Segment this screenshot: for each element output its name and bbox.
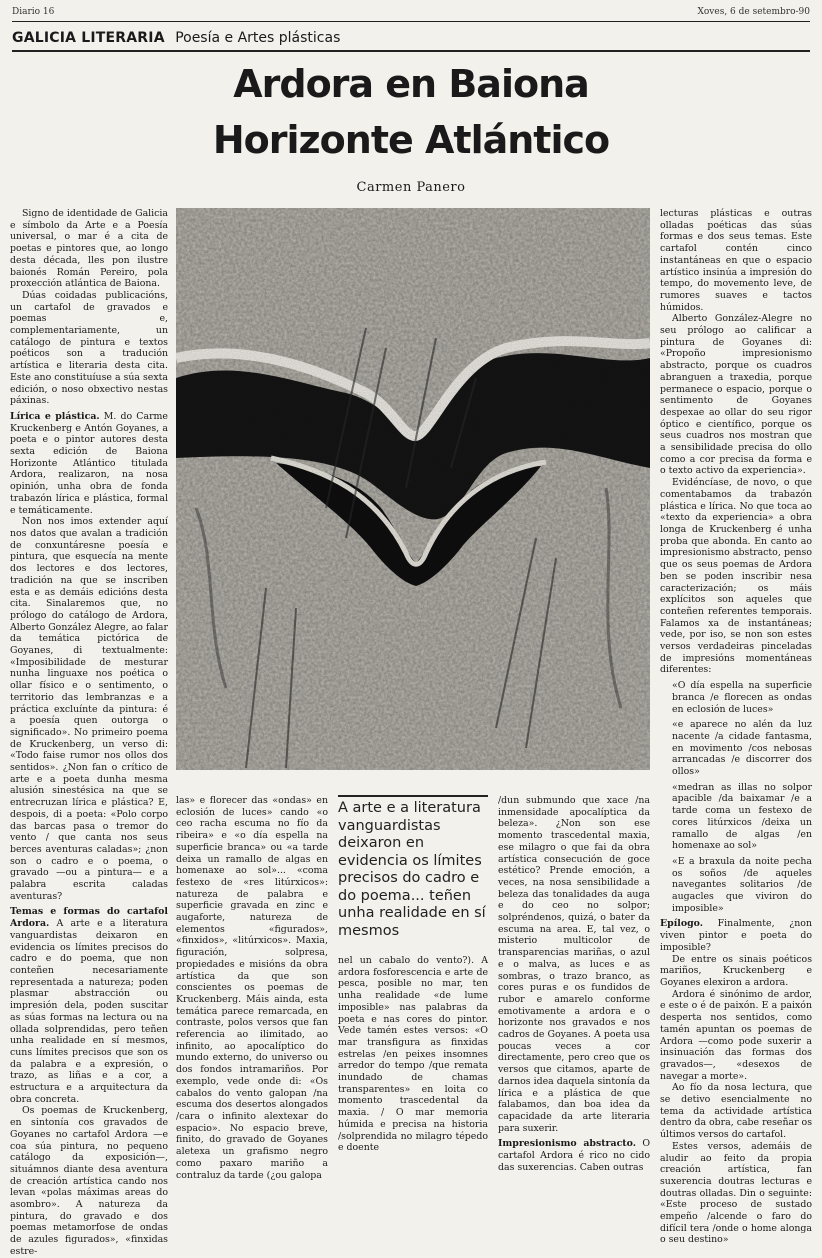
pull-quote-rule bbox=[338, 795, 488, 797]
paragraph: Temas e formas do cartafol Ardora. A arte e a literatura vanguardistas deixaron en evidencia os límites precisos do cadro e do poema, que non conteñen necesariamente representada a natureza; poden plasmar abstracción ou impresión dela, poden suscitar as súas formas na lectura ou na ollada solprendidas, pero teñen unha realidade en sí mesmos, cuns límites precisos que son os da palabra e a expresión, o trazo, as liñas e a cor, a estructura e a arquitectura da obra concreta. bbox=[10, 906, 168, 1105]
paragraph: Impresionismo abstracto. O cartafol Ardora é rico no cido das suxerencias. Caben outras bbox=[498, 1138, 651, 1173]
section-subtitle: Poesía e Artes plásticas bbox=[175, 30, 341, 46]
section-name: GALICIA LITERARIA bbox=[12, 30, 165, 46]
masthead-rule bbox=[12, 21, 810, 22]
poem-verse: «medran as illas no solpor apacible /da baixamar /e a tarde coma un festexo de cores litúrxicos /deixa un ramallo de algas /en homenaxe ao sol» bbox=[672, 781, 812, 852]
section-rule bbox=[12, 50, 810, 52]
article-column-1 bbox=[10, 208, 169, 1257]
issue-date: Xoves, 6 de setembro-90 bbox=[697, 7, 810, 17]
engraving-photo bbox=[176, 208, 650, 770]
section-header bbox=[12, 30, 340, 46]
paragraph: /dun submundo que xace /na inmensidade apocalíptica da beleza». ¿Non son ese momento trascedental maxia, ese milagro o que fai da obra artística consecución de goce estético? Prende emoción, a veces, na nosa sensibilidade a beleza das tonalidades da auga e do ceo no solpor; solpréndenos, quizá, o bater da escuma na area. E, tal vez, o misterio multicolor de transparencias mariñas, o azul e o malva, as luces e as sombras, o trazo branco, as cores puras e os fundidos de rubor e amarelo conforme emotivamente a ardora e o horizonte nos gravados e nos cadros de Goyanes. A poeta usa poucas veces a cor directamente, pero creo que os versos que citamos, aparte de darnos idea daquela sintonía da lírica e a plástica de que falabamos, dan boa idea da capacidade da arte literaria para suxerir. bbox=[498, 795, 650, 1134]
article-column-5 bbox=[660, 208, 813, 1246]
poem-verse: «O día espella na superficie branca /e florecen as ondas en eclosión de luces» bbox=[672, 680, 812, 715]
paragraph: Os poemas de Kruckenberg, en sintonía cos gravados de Goyanes no cartafol Ardora —e coa súa pintura, no pequeno catálogo da exposición—, situámnos diante desa aventura de creación artística cando nos levan «polas máximas areas do asombro». A natureza da pintura, do gravado e dos poemas metamorfose de ondas de azules figurados», «finxidas estre- bbox=[10, 1105, 168, 1257]
headline-line-1: Ardora en Baiona bbox=[233, 62, 589, 106]
paragraph: nel un cabalo do vento?). A ardora fosforescencia e arte de pesca, posible no mar, ten unha realidade «de lume imposible» nas palabras da poeta e nas cores do pintor. Vede tamén estes versos: «O mar transfigura as finxidas estrelas /en peixes insomnes arredor do tempo /que remata inundado de chamas transparentes» en loita co momento trascedental da maxia. / O mar memoria húmida e precisa na historia /solprendida no milagro tépedo e doente bbox=[338, 955, 488, 1154]
paragraph: lecturas plásticas e outras olladas poéticas das súas formas e dos seus temas. Este cartafol contén cinco instantáneas en que o espacio artístico insinúa a impresión do tempo, do movemento leve, de rumores suaves e tactos húmidos. bbox=[660, 208, 812, 313]
poem-verse: «e aparece no alén da luz nacente /a cidade fantasma, en movimento /cos nebosas arrancadas /e discorrer dos ollos» bbox=[672, 719, 812, 778]
subheading: Impresionismo abstracto. bbox=[498, 1138, 636, 1150]
subheading: Epílogo. bbox=[660, 918, 703, 930]
article-column-4 bbox=[498, 795, 651, 1173]
newspaper-name: Diario 16 bbox=[12, 7, 55, 17]
masthead bbox=[12, 4, 810, 20]
paragraph: Dúas coidadas publicacións, un cartafol de gravados e poemas e, complementariamente, un catálogo de pintura e textos poéticos son a tradución artística e literaria desta cita. Este ano constituíuse a súa sexta edición, o noso obxectivo nestas páxinas. bbox=[10, 289, 168, 407]
headline-line-2: Horizonte Atlántico bbox=[212, 118, 610, 162]
paragraph: Non nos imos extender aquí nos datos que avalan a tradición de conxuntáresne poesía e pintura, que esquecía na mente dos lectores e dos lectores, tradición na que se inscriben esta e as demáis edicións desta cita. Sinalaremos que, no prólogo do catálogo de Ardora, Alberto González Alegre, ao falar da temática pictórica de Goyanes, di textualmente: «Imposibilidade de mesturar nunha linguaxe nos poética o ollar físico e o sentimento, o territorio das lembranzas e a práctica excluínte da pintura: é a poesía quen outorga o significado». No primeiro poema de Kruckenberg, un verso di: «Todo faise rumor nos ollos dos sentidos». ¿Non fan o crítico de arte e a poeta dunha mesma alusión sinestésica na que se entrecruzan lírica e plástica? E, despois, di a poeta: «Polo corpo das barcas pasa o tremor do vento / que canta nos seus berces aventuras caladas»; ¿non son o cadro e o poema, o gravado —ou a pintura— e a palabra escrita caladas aventuras? bbox=[10, 516, 169, 902]
paragraph: Ao fío da nosa lectura, que se detivo esencialmente no tema da actividade artística dentro da obra, cabe reseñar os últimos versos do cartafol. bbox=[660, 1082, 813, 1141]
paragraph: Evidéncíase, de novo, o que comentabamos da trabazón plástica e lírica. No que toca ao «texto da experiencia» a obra longa de Kruckenberg é unha proba que abonda. En canto ao impresionismo abstracto, penso que os seus poemas de Ardora ben se poden inscribir nesa caracterización; os máis explícitos son aqueles que conteñen referentes temporais. Falamos xa de instantáneas; vede, por iso, se non son estes versos verdadeiras pinceladas de impresións momentáneas diferentes: bbox=[660, 477, 812, 676]
paragraph: Lírica e plástica. M. do Carme Kruckenberg e Antón Goyanes, a poeta e o pintor autores desta sexta edición de Baiona Horizonte Atlántico titulada Ardora, realizaron, na nosa opinión, unha obra de fonda trabazón lírica e plástica, formal e temáticamente. bbox=[10, 410, 168, 516]
engraving-image bbox=[176, 208, 650, 770]
paragraph: Epílogo. Finalmente, ¿non viven pintor e poeta do imposible? bbox=[660, 918, 812, 953]
paragraph: De entre os sinais poéticos mariños, Kruckenberg e Goyanes elexiron a ardora. bbox=[660, 953, 812, 988]
subheading: Temas e formas do cartafol Ardora. bbox=[10, 906, 168, 930]
subheading: Lírica e plástica. bbox=[10, 410, 100, 422]
paragraph: Alberto González-Alegre no seu prólogo ao calificar a pintura de Goyanes di: «Propoño impresionismo abstracto, porque os cuadros abranguen a traxedia, porque permanece o espacio, porque o sentimento de Goyanes despexae ao ollar do seu rigor óptico e científico, porque os seus cuadros nos mostran que a sensibilidade precisa do ollo como a cor precisa da forma e o texto activo da experiencia». bbox=[660, 313, 812, 477]
article-column-2 bbox=[176, 795, 328, 1181]
poem-verse: «E a braxula da noite pecha os soños /de aqueles navegantes solitarios /de augacles que viviron do imposible» bbox=[672, 855, 812, 914]
article-column-3 bbox=[338, 955, 488, 1154]
paragraph: las» e florecer das «ondas» en eclosión de luces» cando «o ceo racha escuma no fío da ribeira» e «o día espella na superficie branca» ou «a tarde deixa un ramallo de algas en homenaxe ao sol»... «coma festexo de «res litúrxicos»: natureza de palabra e superficie gravada en zinc e augaforte, natureza de elementos «figurados», «finxidos», «litúrxicos». Maxia, figuración, solpresa, propiedades e misións da obra artística da que son conscientes os poemas de Kruckenberg. Máis ainda, esta temática parece remarcada, en contraste, polos versos que fan referencia ao ilimitado, ao infinito, ao apocalíptico do mundo externo, do universo ou dos fondos intramariños. Por exemplo, vede onde di: «Os cabalos do vento galopan /na escuma dos desertos alongados /cara o infinito alextexar do espacio». No espacio breve, finito, do gravado de Goyanes aletexa un grafismo negro como paxaro mariño a contraluz da tarde (¿ou galopa bbox=[176, 795, 328, 1181]
pull-quote: A arte e a literatura vanguardistas deixaron en evidencia os límites precisos do cadro e do poema... teñen unha realidade en sí mesmos bbox=[338, 800, 486, 939]
paragraph: Signo de identidade de Galicia e símbolo da Arte e a Poesía universal, o mar é a cita de poetas e pintores que, ao longo desta década, lles pon ilustre baionés Román Pereiro, pola proxección atlántica de Baiona. bbox=[10, 208, 168, 290]
paragraph: Estes versos, ademáis de aludir ao feito da propia creación artística, fan suxerencia doutras lecturas e doutras olladas. Din o seguinte: «Este proceso de sustado empeño /alcende o faro do difícil tera /onde o home alonga o seu destino» bbox=[660, 1140, 812, 1246]
byline: Carmen Panero bbox=[356, 180, 466, 195]
paragraph: Ardora é sinónimo de ardor, e este o é de paixón. E a paixón desperta nos sentidos, como tamén apuntan os poemas de Ardora —como pode suxerir a insinuación das formas dos gravados—, «desexos de navegar a morte». bbox=[660, 988, 812, 1082]
